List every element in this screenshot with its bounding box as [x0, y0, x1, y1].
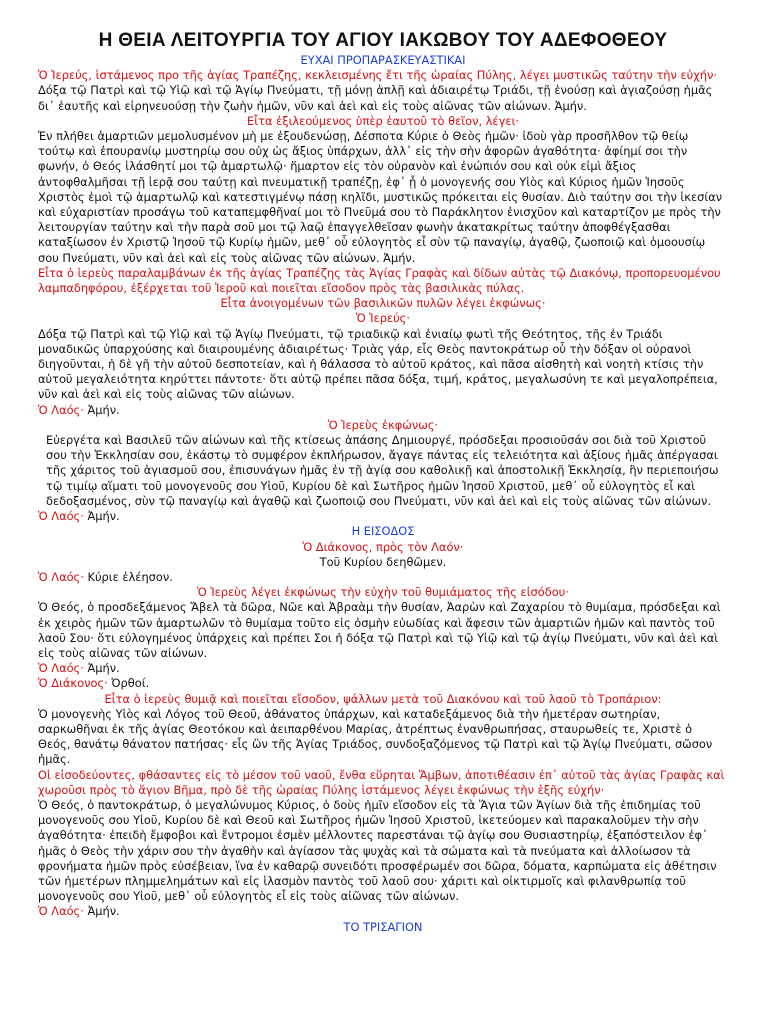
- prayer-text: Δόξα τῷ Πατρὶ καὶ τῷ Υἱῷ καὶ τῷ Ἁγίῳ Πνεύματι, τῷ τριαδικῷ καὶ ἑνιαίῳ φωτὶ τῆς Θεότητος, τῆς ἐν Τριάδι μοναδικῶς ὑπαρχούσης καὶ διαιρουμένης ἀδιαιρέτως· Τριὰς γάρ, εἷς Θεὸς παντοκράτωρ οὗ τὴν δόξαν οἱ οὐρανοὶ διηγοῦνται, ἡ δὲ γῆ τὴν αὐτοῦ δεσποτείαν, καὶ ἡ θάλασσα τὸ αὐτοῦ κράτος, καὶ πᾶσα αἰσθητὴ καὶ νοητὴ κτίσις τὴν αὐτοῦ μεγαλειότητα κηρύττει πάντοτε· ὅτι αὐτῷ πρέπει πᾶσα δόξα, τιμή, κράτος, μεγαλωσύνη τε καὶ μεγαλοπρέπεια, νῦν καὶ ἀεὶ καὶ εἰς τοὺς αἰῶνας τῶν αἰώνων.: [38, 326, 718, 402]
- speaker-label: Ὁ Λαός·: [38, 509, 84, 524]
- speaker-label: Ὁ Λαός·: [38, 402, 84, 417]
- rubric: Ὁ Ἱερεύς, ἱστάμενος προ τῆς ἁγίας Τραπέζης, κεκλεισμένης ἔτι τῆς ὡραίας Πύλης, λέγει μυστικῶς ταύτην τὴν εὐχήν·: [38, 68, 718, 83]
- response-line: [38, 570, 728, 585]
- prayer-text: Ὁ μονογενὴς Υἱὸς καὶ Λόγος τοῦ Θεοῦ, ἀθάνατος ὑπάρχων, καὶ καταδεξάμενος διὰ τὴν ἡμετέραν σωτηρίαν, σαρκωθῆναι ἐκ τῆς ἁγίας Θεοτόκου καὶ ἀειπαρθένου Μαρίας, ἀτρέπτως ἐνανθρωπήσας, σταυρωθείς τε, Χριστὲ ὁ Θεός, θανάτῳ θάνατον πατήσας· εἷς ὢν τῆς Ἁγίας Τριάδος, συνδοξαζόμενος τῷ Πατρὶ καὶ τῷ Ἁγίῳ Πνεύματι, σῶσον ἡμᾶς.: [38, 706, 713, 767]
- rubric: Εἶτα ὁ ἱερεὺς παραλαμβάνων ἐκ τῆς ἁγίας Τραπέζης τὰς Ἁγίας Γραφὰς καὶ δίδων αὐτὰς τῷ Διακόνῳ, προπορευομένου λαμπαδηφόρου, ἐξέρχεται τοῦ Ἱεροῦ καὶ ποιεῖται εἴσοδον πρὸς τὰς βασιλικὰς πύλας.: [38, 265, 721, 296]
- prayer-text: Ὁ Θεός, ὁ προσδεξάμενος Ἄβελ τὰ δῶρα, Νῶε καὶ Ἀβραὰμ τὴν θυσίαν, Ἀαρὼν καὶ Ζαχαρίου τὸ θυμίαμα, πρόσδεξαι καὶ ἐκ χειρὸς ἡμῶν τῶν ἁμαρτωλῶν τὸ θυμίαμα τοῦτο εἰς ὀσμὴν εὐωδίας καὶ ἄφεσιν τῶν ἁμαρτιῶν ἡμῶν καὶ παντὸς τοῦ λαοῦ Σου· ὅτι εὐλογημένος ὑπάρχεις καὶ πρέπει Σοι ἡ δόξα τῷ Πατρὶ καὶ τῷ Υἱῷ καὶ τῷ ἁγίῳ Πνεύματι, νῦν καὶ ἀεὶ καὶ εἰς τοὺς αἰῶνας τῶν αἰώνων.: [38, 600, 721, 660]
- response-line: [38, 904, 728, 919]
- response-text: Ἀμήν.: [83, 509, 120, 524]
- speaker-label: Ὁ Λαός·: [38, 661, 84, 676]
- rubric-heading: Ὁ Ἱερεὺς λέγει ἐκφώνως τὴν εὐχὴν τοῦ θυμιάματος τῆς εἰσόδου·: [197, 585, 569, 600]
- page-title: Η ΘΕΙΑ ΛΕΙΤΟΥΡΓΙΑ ΤΟΥ ΑΓΙΟΥ ΙΑΚΩΒΟΥ ΤΟΥ ΑΔΕΦΟΘΕΟΥ: [98, 30, 668, 51]
- section-heading: Η ΕΙΣΟΔΟΣ: [351, 524, 415, 539]
- liturgy-text: [38, 68, 728, 935]
- prayer-line: Τοῦ Κυρίου δεηθῶμεν.: [319, 554, 447, 569]
- response-text: Ἀμήν.: [83, 402, 120, 417]
- speaker-label: Ὁ Λαός·: [38, 904, 84, 919]
- rubric-heading: Εἶτα ἀνοιγομένων τῶν βασιλικῶν πυλῶν λέγει ἐκφώνως·: [220, 296, 546, 311]
- section-heading: ΤΟ ΤΡΙΣΑΓΙΟΝ: [343, 919, 423, 934]
- speaker-label: Ὁ Διάκονος·: [38, 676, 108, 691]
- prayer-text: Ἐν πλήθει ἁμαρτιῶν μεμολυσμένον μὴ με ἐξουδενώσῃ, Δέσποτα Κύριε ὁ Θεὸς ἡμῶν· ἰδοὺ γὰρ προσῆλθον τῷ θείῳ τούτῳ καὶ ἐπουρανίῳ μυστηρίῳ σου οὐχ ὡς ἄξιος ὑπάρχων, ἀλλ᾿ εἰς τὴν σὴν ἀφορῶν ἀγαθότητα· ἀφίημί σοι τὴν φωνήν, ὁ Θεός ἱλάσθητί μοι τῷ ἁμαρτωλῷ· ἥμαρτον εἰς τὸν οὐρανὸν καὶ ἐνώπιόν σου καὶ οὐκ εἰμὶ ἄξιος ἀντοφθαλμῆσαι τῇ ἱερᾷ σου ταύτῃ καὶ πνευματικῇ τραπέζῃ, ἐφ᾿ ᾗ ὁ μονογενής σου Υἱὸς καὶ Κύριος ἡμῶν Ἰησοῦς Χριστὸς ἐμοὶ τῷ ἁμαρτωλῷ καὶ κατεστιγμένῳ πάσῃ κηλῖδι, μυστικῶς πρόκειται εἰς θυσίαν. Διὸ ταύτην σοι τὴν ἱκεσίαν καὶ εὐχαριστίαν προσάγω τοῦ καταπεμφθῆναί μοι τὸ Πνεῦμά σου τὸ Παράκλητον ἐνισχῦον καὶ καταρτίζον με πρὸς τὴν λειτουργίαν ταύτην καὶ τὴν παρὰ σοῦ μοι τῷ λαῷ ἐπαγγελθεῖσαν φωνὴν ἀκατακρίτως ταύτην ἀποφθέγξασθαι καταξίωσον ἐν Χριστῷ Ἰησοῦ τῷ Κυρίῳ ἡμῶν, μεθ᾿ οὗ εὐλογητὸς εἶ σὺν τῷ παναγίῳ, ἀγαθῷ, ζωοποιῷ καὶ ὁμοουσίῳ σου Πνεύματι, νῦν καὶ ἀεὶ καὶ εἰς τοὺς αἰῶνας τῶν αἰώνων. Ἀμήν.: [38, 129, 723, 265]
- response-text: Ὀρθοί.: [107, 676, 150, 691]
- rubric: Οἱ εἰσοδεύοντες, φθάσαντες εἰς τὸ μέσον τοῦ ναοῦ, ἔνθα εὕρηται Ἄμβων, ἀποτιθέασιν ἐπ᾿ αὐτοῦ τὰς ἁγίας Γραφὰς καὶ χωροῦσι πρὸς τὸ ἅγιον Βῆμα, πρὸ δὲ τῆς ὡραίας Πύλης ἱστάμενος λέγει ἐκφώνως τὴν ἑξῆς εὐχήν·: [38, 767, 725, 797]
- rubric-heading: Εἶτα ἐξιλεούμενος ὑπὲρ ἑαυτοῦ τὸ θεῖον, λέγει·: [247, 113, 519, 128]
- response-line: [38, 676, 728, 691]
- prayer-text: Εὐεργέτα καὶ Βασιλεῦ τῶν αἰώνων καὶ τῆς κτίσεως ἁπάσης Δημιουργέ, πρόσδεξαι προσιοῦσάν σοι διὰ τοῦ Χριστοῦ σου τὴν Ἐκκλησίαν σου, ἑκάστῳ τὸ συμφέρον ἐκπλήρωσον, ἄγαγε πάντας εἰς τελειότητα καὶ ἀξίους ἡμᾶς ἀπέργασαι τῆς χάριτος τοῦ ἁγιασμοῦ σου, ἐπισυνάγων ἡμᾶς ἐν τῇ ἁγίᾳ σου καθολικῇ καὶ ἀποστολικῇ Ἐκκλησίᾳ, ἣν περιεποιήσω τῷ τιμίῳ αἵματι τοῦ μονογενοῦς σου Υἱοῦ, Κυρίου δὲ καὶ Σωτῆρος ἡμῶν Ἰησοῦ Χριστοῦ, μεθ᾿ οὗ εὐλογητὸς εἶ καὶ δεδοξασμένος, σὺν τῷ παναγίῳ καὶ ἀγαθῷ καὶ ζωοποιῷ σου Πνεύματι, νῦν καὶ ἀεὶ καὶ εἰς τοὺς αἰῶνας τῶν αἰώνων.: [46, 433, 719, 508]
- response-line: [38, 403, 728, 418]
- rubric-heading: Εἶτα ὁ ἱερεὺς θυμιᾷ καὶ ποιεῖται εἴσοδον, ψάλλων μετὰ τοῦ Διακόνου καὶ τοῦ λαοῦ τὸ Τροπάριον:: [104, 691, 662, 706]
- prayer-text: Ὁ Θεός, ὁ παντοκράτωρ, ὁ μεγαλώνυμος Κύριος, ὁ δοὺς ἡμῖν εἴσοδον εἰς τὰ Ἅγια τῶν Ἁγίων διὰ τῆς ἐπιδημίας τοῦ μονογενοῦς σου Υἱοῦ, Κυρίου δὲ καὶ Θεοῦ καὶ Σωτῆρος ἡμῶν Ἰησοῦ Χριστοῦ, ἱκετεύομεν καὶ παρακαλοῦμεν τὴν σὴν ἀγαθότητα· ἐπειδὴ ἔμφοβοι καὶ ἔντρομοι ἐσμὲν μέλλοντες παρεστάναι τῷ ἁγίῳ σου Θυσιαστηρίῳ, ἐξαπόστειλον ἐφ᾿ ἡμᾶς ὁ Θεὸς τὴν χάριν σου τὴν ἀγαθὴν καὶ ἁγίασον τὰς ψυχὰς καὶ τὰ σώματα καὶ τὰ πνεύματα καὶ ἀλλοίωσον τὰ φρονήματα ἡμῶν πρὸς εὐσέβειαν, ἵνα ἐν καθαρῷ συνειδότι προσφέρωμέν σοι δῶρα, δόματα, καρπώματα εἰς ἀθέτησιν τῶν ἡμετέρων πλημμελημάτων καὶ εἰς ἱλασμὸν παντὸς τοῦ λαοῦ σου· χάριτι καὶ οἰκτιρμοῖς καὶ φιλανθρωπίᾳ τοῦ μονογενοῦς σου Υἱοῦ, μεθ᾿ οὗ εὐλογητὸς εἶ εἰς τοὺς αἰῶνας τῶν αἰώνων.: [38, 797, 717, 904]
- response-text: Ἀμήν.: [83, 904, 120, 919]
- response-text: Κύριε ἐλέησον.: [83, 569, 173, 584]
- response-line: [38, 509, 728, 524]
- response-text: Ἀμήν.: [83, 661, 120, 676]
- speaker-label: Ὁ Λαός·: [38, 569, 84, 584]
- rubric-heading: Ὁ Ἱερεύς·: [356, 311, 410, 326]
- page-subtitle: ΕΥΧΑΙ ΠΡΟΠΑΡΑΣΚΕΥΑΣΤΙΚΑΙ: [300, 53, 466, 67]
- response-line: [38, 661, 728, 676]
- prayer-text: Δόξα τῷ Πατρὶ καὶ τῷ Υἱῷ καὶ τῷ Ἁγίῳ Πνεύματι, τῇ μόνῃ ἁπλῇ καὶ ἀδιαιρέτῳ Τριάδι, τῇ ἑνούσῃ καὶ ἁγιαζούσῃ ἡμᾶς δι᾿ ἑαυτῆς καὶ εἰρηνευούσῃ τὴν ζωὴν ἡμῶν, νῦν καὶ ἀεὶ καὶ εἰς τοὺς αἰῶνας τῶν αἰώνων. Ἀμήν.: [38, 83, 713, 113]
- rubric-heading: Ὁ Ἱερεὺς ἐκφώνως·: [327, 417, 439, 432]
- rubric-heading: Ὁ Διάκονος, πρὸς τὸν Λαόν·: [302, 539, 464, 554]
